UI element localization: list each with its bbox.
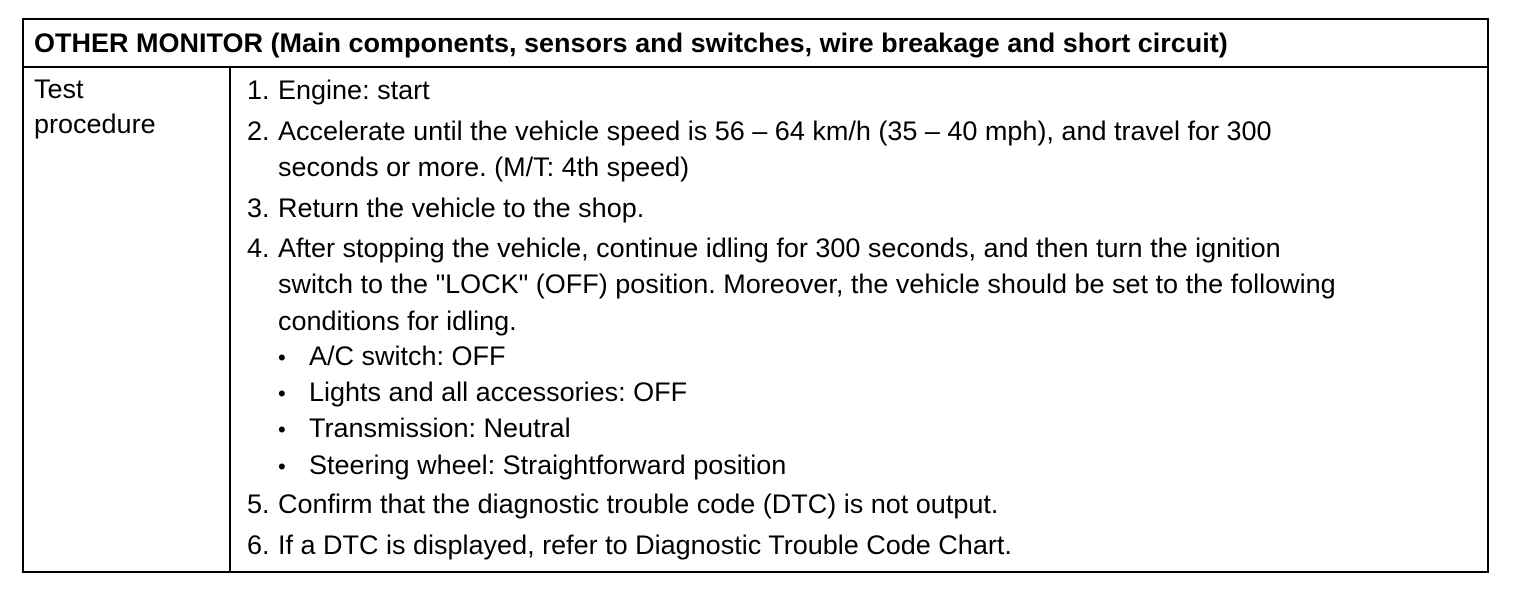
step-text: After stopping the vehicle, continue idling for 300 seconds, and then turn the ignition <box>278 233 1281 263</box>
bullet-icon: • <box>278 345 286 370</box>
table-header-row <box>24 20 1487 68</box>
table-title: OTHER MONITOR (Main components, sensors and switches, wire breakage and short circuit) <box>34 28 1228 58</box>
step-text: Accelerate until the vehicle speed is 56 – 64 km/h (35 – 40 mph), and travel for 300 <box>278 116 1272 146</box>
monitor-table <box>22 18 1489 573</box>
step-6 <box>247 527 1012 563</box>
bullet-text: Steering wheel: Straightforward position <box>309 450 787 480</box>
step-number: 2. <box>247 116 270 146</box>
condition-bullet <box>278 447 786 485</box>
step-text: If a DTC is displayed, refer to Diagnostic Trouble Code Chart. <box>278 530 1012 560</box>
procedure-cell <box>231 68 1487 571</box>
bullet-icon: • <box>278 417 286 442</box>
row-label <box>34 72 156 142</box>
step-number: 1. <box>247 75 270 105</box>
step-4 <box>247 230 1281 266</box>
step-1 <box>247 72 430 108</box>
step-3 <box>247 190 644 226</box>
step-number: 3. <box>247 193 270 223</box>
condition-bullet <box>278 374 687 412</box>
bullet-text: Lights and all accessories: OFF <box>309 377 688 407</box>
bullet-text: A/C switch: OFF <box>309 341 506 371</box>
step-5 <box>247 486 998 522</box>
bullet-text: Transmission: Neutral <box>309 413 571 443</box>
condition-bullet <box>278 410 571 448</box>
step-text: Engine: start <box>278 75 430 105</box>
step-2 <box>247 113 1272 149</box>
bullet-icon: • <box>278 381 286 406</box>
step-text: Return the vehicle to the shop. <box>278 193 645 223</box>
label-cell <box>24 68 231 571</box>
row-label-line-2: procedure <box>34 109 156 139</box>
step-number: 5. <box>247 489 270 519</box>
step-number: 6. <box>247 530 270 560</box>
bullet-icon: • <box>278 454 286 479</box>
step-4-continuation: switch to the "LOCK" (OFF) position. Moreover, the vehicle should be set to the following <box>278 269 1336 299</box>
step-number: 4. <box>247 233 270 263</box>
step-4-continuation: conditions for idling. <box>278 306 517 336</box>
row-label-line-1: Test <box>34 74 84 104</box>
condition-bullet <box>278 338 506 376</box>
step-2-continuation: seconds or more. (M/T: 4th speed) <box>278 152 690 182</box>
step-text: Confirm that the diagnostic trouble code (DTC) is not output. <box>278 489 999 519</box>
